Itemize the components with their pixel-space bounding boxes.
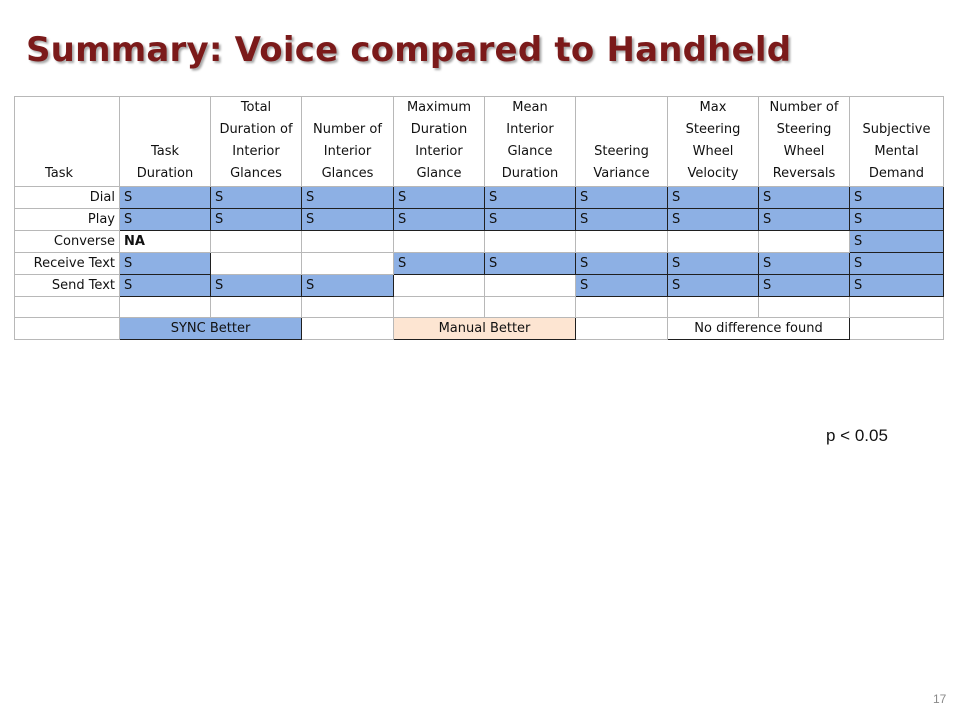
table-cell: S (211, 187, 302, 209)
table-cell (394, 275, 485, 297)
table-cell (576, 231, 668, 253)
table-cell: S (576, 253, 668, 275)
table-cell: S (394, 253, 485, 275)
table-cell (759, 231, 850, 253)
column-header: Task (15, 97, 120, 187)
column-header: Number of Steering Wheel Reversals (759, 97, 850, 187)
table-cell: S (850, 187, 944, 209)
table-cell: S (850, 209, 944, 231)
table-cell: S (759, 187, 850, 209)
table-cell: S (759, 209, 850, 231)
table-cell: S (759, 275, 850, 297)
task-label: Converse (15, 231, 120, 253)
table-cell: S (668, 253, 759, 275)
table-cell: NA (120, 231, 211, 253)
slide-title: Summary: Voice compared to Handheld (26, 30, 792, 70)
task-label: Dial (15, 187, 120, 209)
table-cell (485, 275, 576, 297)
summary-table (14, 96, 944, 340)
table-cell (302, 253, 394, 275)
column-header: Mean Interior Glance Duration (485, 97, 576, 187)
legend-manual-better: Manual Better (394, 318, 576, 340)
task-label: Receive Text (15, 253, 120, 275)
task-label: Play (15, 209, 120, 231)
table-cell: S (211, 209, 302, 231)
table-cell (485, 231, 576, 253)
page-number: 17 (933, 692, 947, 706)
legend-sync-better: SYNC Better (120, 318, 302, 340)
table-cell (211, 231, 302, 253)
table-cell: S (394, 187, 485, 209)
legend-row (15, 318, 944, 340)
column-header: Total Duration of Interior Glances (211, 97, 302, 187)
table-cell: S (576, 275, 668, 297)
table-cell: S (394, 209, 485, 231)
empty-row (15, 297, 944, 318)
table-cell: S (120, 187, 211, 209)
table-cell: S (485, 253, 576, 275)
task-label: Send Text (15, 275, 120, 297)
table-row (15, 275, 944, 297)
column-header: Max Steering Wheel Velocity (668, 97, 759, 187)
table-cell: S (302, 275, 394, 297)
table-cell: S (120, 253, 211, 275)
table-cell: S (850, 253, 944, 275)
table-cell: S (302, 187, 394, 209)
table-cell: S (120, 275, 211, 297)
table-cell (302, 231, 394, 253)
table-cell: S (485, 187, 576, 209)
table-cell: S (850, 275, 944, 297)
table-row (15, 187, 944, 209)
table-cell: S (668, 187, 759, 209)
table-row (15, 231, 944, 253)
column-header: Subjective Mental Demand (850, 97, 944, 187)
table-cell: S (485, 209, 576, 231)
column-header: Maximum Duration Interior Glance (394, 97, 485, 187)
table-cell (668, 231, 759, 253)
table-row (15, 253, 944, 275)
table-cell: S (668, 209, 759, 231)
table-cell: S (302, 209, 394, 231)
table-cell (211, 253, 302, 275)
p-value-note: p < 0.05 (826, 426, 888, 445)
table-cell: S (850, 231, 944, 253)
table-header-row (15, 97, 944, 187)
column-header: Task Duration (120, 97, 211, 187)
column-header: Number of Interior Glances (302, 97, 394, 187)
legend-no-difference: No difference found (668, 318, 850, 340)
table-cell: S (576, 209, 668, 231)
table-row (15, 209, 944, 231)
table-cell: S (120, 209, 211, 231)
table-cell: S (668, 275, 759, 297)
table-cell: S (211, 275, 302, 297)
table-cell: S (576, 187, 668, 209)
table-cell: S (759, 253, 850, 275)
column-header: Steering Variance (576, 97, 668, 187)
table-cell (394, 231, 485, 253)
